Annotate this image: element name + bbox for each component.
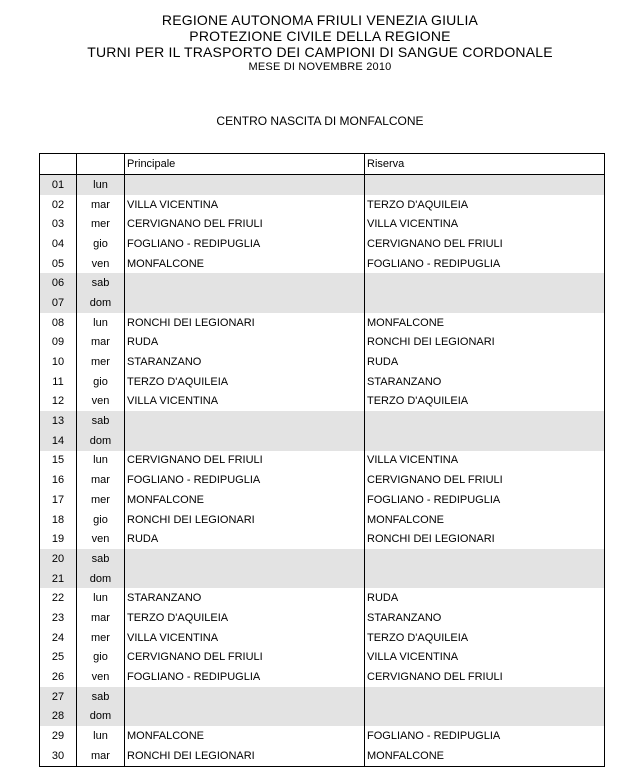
weekday-cell: gio [77,234,125,254]
principale-cell: CERVIGNANO DEL FRIULI [125,451,365,471]
riserva-cell: MONFALCONE [365,313,605,333]
riserva-cell: FOGLIANO - REDIPUGLIA [365,490,605,510]
day-number-cell: 24 [40,628,77,648]
weekday-cell: sab [77,549,125,569]
day-number-cell: 11 [40,372,77,392]
principale-cell: RUDA [125,529,365,549]
day-number-cell: 03 [40,214,77,234]
riserva-cell: FOGLIANO - REDIPUGLIA [365,254,605,274]
principale-cell: FOGLIANO - REDIPUGLIA [125,667,365,687]
header-department: PROTEZIONE CIVILE DELLA REGIONE [189,28,451,44]
table-row [40,510,605,530]
weekday-cell: lun [77,175,125,195]
day-number-cell: 15 [40,451,77,471]
weekday-cell: mar [77,746,125,766]
day-number-cell: 14 [40,431,77,451]
weekday-cell: ven [77,667,125,687]
table-row [40,313,605,333]
header-region: REGIONE AUTONOMA FRIULI VENEZIA GIULIA [161,12,479,28]
riserva-cell: CERVIGNANO DEL FRIULI [365,667,605,687]
weekday-cell: mar [77,608,125,628]
weekday-cell: gio [77,372,125,392]
principale-cell [125,293,365,313]
riserva-cell: CERVIGNANO DEL FRIULI [365,234,605,254]
riserva-cell [365,175,605,195]
day-number-cell: 19 [40,529,77,549]
weekday-cell: mer [77,352,125,372]
day-number-cell: 26 [40,667,77,687]
day-number-cell: 06 [40,273,77,293]
principale-cell: VILLA VICENTINA [125,195,365,215]
day-number-cell: 07 [40,293,77,313]
riserva-cell: MONFALCONE [365,746,605,766]
table-row [40,333,605,353]
principale-cell: RONCHI DEI LEGIONARI [125,313,365,333]
weekday-cell: lun [77,588,125,608]
table-row [40,490,605,510]
riserva-cell [365,687,605,707]
riserva-cell: CERVIGNANO DEL FRIULI [365,470,605,490]
center-name: CENTRO NASCITA DI MONFALCONE [216,114,424,128]
weekday-cell: gio [77,648,125,668]
weekday-cell: lun [77,313,125,333]
principale-cell: VILLA VICENTINA [125,628,365,648]
table-row [40,392,605,412]
table-row [40,608,605,628]
table-row [40,667,605,687]
principale-cell: STARANZANO [125,352,365,372]
table-row [40,549,605,569]
weekday-cell: ven [77,254,125,274]
day-number-cell: 25 [40,648,77,668]
table-row [40,214,605,234]
weekday-cell: gio [77,510,125,530]
principale-cell: CERVIGNANO DEL FRIULI [125,648,365,668]
weekday-cell: dom [77,431,125,451]
riserva-cell: RUDA [365,352,605,372]
day-number-cell: 29 [40,726,77,746]
day-number-cell: 10 [40,352,77,372]
principale-cell: CERVIGNANO DEL FRIULI [125,214,365,234]
principale-cell: TERZO D'AQUILEIA [125,608,365,628]
principale-cell: TERZO D'AQUILEIA [125,372,365,392]
table-row [40,431,605,451]
table-row [40,234,605,254]
day-number-cell: 30 [40,746,77,766]
riserva-cell: VILLA VICENTINA [365,214,605,234]
riserva-cell: RUDA [365,588,605,608]
principale-cell [125,569,365,589]
riserva-cell: RONCHI DEI LEGIONARI [365,529,605,549]
day-number-cell: 13 [40,411,77,431]
table-row [40,411,605,431]
table-row [40,451,605,471]
day-number-cell: 05 [40,254,77,274]
day-number-cell: 21 [40,569,77,589]
header-day-number [40,154,77,175]
principale-cell: FOGLIANO - REDIPUGLIA [125,234,365,254]
day-number-cell: 28 [40,707,77,727]
riserva-cell [365,411,605,431]
day-number-cell: 16 [40,470,77,490]
table-row [40,529,605,549]
principale-cell [125,431,365,451]
table-row [40,726,605,746]
riserva-cell [365,569,605,589]
principale-cell: RUDA [125,333,365,353]
day-number-cell: 08 [40,313,77,333]
principale-cell [125,549,365,569]
day-number-cell: 22 [40,588,77,608]
header-title: TURNI PER IL TRASPORTO DEI CAMPIONI DI SANGUE CORDONALE [87,44,553,60]
day-number-cell: 09 [40,333,77,353]
principale-cell: STARANZANO [125,588,365,608]
weekday-cell: lun [77,726,125,746]
table-row [40,569,605,589]
table-row [40,470,605,490]
table-row [40,687,605,707]
weekday-cell: dom [77,569,125,589]
weekday-cell: dom [77,293,125,313]
riserva-cell [365,293,605,313]
day-number-cell: 17 [40,490,77,510]
weekday-cell: mer [77,628,125,648]
table-row [40,372,605,392]
day-number-cell: 04 [40,234,77,254]
table-row [40,175,605,195]
riserva-cell: TERZO D'AQUILEIA [365,392,605,412]
weekday-cell: lun [77,451,125,471]
header-month: MESE DI NOVEMBRE 2010 [248,61,392,73]
table-row [40,588,605,608]
header-principale: Principale [125,154,365,175]
riserva-cell: STARANZANO [365,608,605,628]
riserva-cell: VILLA VICENTINA [365,451,605,471]
table-row [40,628,605,648]
riserva-cell: TERZO D'AQUILEIA [365,195,605,215]
day-number-cell: 20 [40,549,77,569]
weekday-cell: sab [77,411,125,431]
principale-cell: FOGLIANO - REDIPUGLIA [125,470,365,490]
table-row [40,254,605,274]
table-row [40,273,605,293]
principale-cell [125,411,365,431]
riserva-cell [365,273,605,293]
riserva-cell: VILLA VICENTINA [365,648,605,668]
weekday-cell: ven [77,529,125,549]
riserva-cell: FOGLIANO - REDIPUGLIA [365,726,605,746]
principale-cell: MONFALCONE [125,726,365,746]
riserva-cell [365,707,605,727]
principale-cell [125,687,365,707]
weekday-cell: mer [77,214,125,234]
principale-cell: VILLA VICENTINA [125,392,365,412]
principale-cell [125,175,365,195]
principale-cell: MONFALCONE [125,254,365,274]
riserva-cell: RONCHI DEI LEGIONARI [365,333,605,353]
table-row [40,707,605,727]
weekday-cell: mer [77,490,125,510]
table-row [40,352,605,372]
header-weekday [77,154,125,175]
weekday-cell: sab [77,687,125,707]
table-row [40,648,605,668]
day-number-cell: 12 [40,392,77,412]
header-riserva: Riserva [365,154,605,175]
weekday-cell: dom [77,707,125,727]
document-header [0,12,640,74]
principale-cell [125,707,365,727]
day-number-cell: 01 [40,175,77,195]
day-number-cell: 23 [40,608,77,628]
table-body [40,175,605,767]
riserva-cell [365,549,605,569]
weekday-cell: ven [77,392,125,412]
shift-table [39,153,605,767]
table-header-row [40,154,605,175]
table-row [40,746,605,766]
day-number-cell: 02 [40,195,77,215]
riserva-cell [365,431,605,451]
weekday-cell: mar [77,333,125,353]
weekday-cell: sab [77,273,125,293]
riserva-cell: STARANZANO [365,372,605,392]
weekday-cell: mar [77,195,125,215]
table-row [40,195,605,215]
weekday-cell: mar [77,470,125,490]
principale-cell: RONCHI DEI LEGIONARI [125,510,365,530]
day-number-cell: 27 [40,687,77,707]
table-row [40,293,605,313]
principale-cell: RONCHI DEI LEGIONARI [125,746,365,766]
principale-cell [125,273,365,293]
day-number-cell: 18 [40,510,77,530]
riserva-cell: TERZO D'AQUILEIA [365,628,605,648]
principale-cell: MONFALCONE [125,490,365,510]
riserva-cell: MONFALCONE [365,510,605,530]
